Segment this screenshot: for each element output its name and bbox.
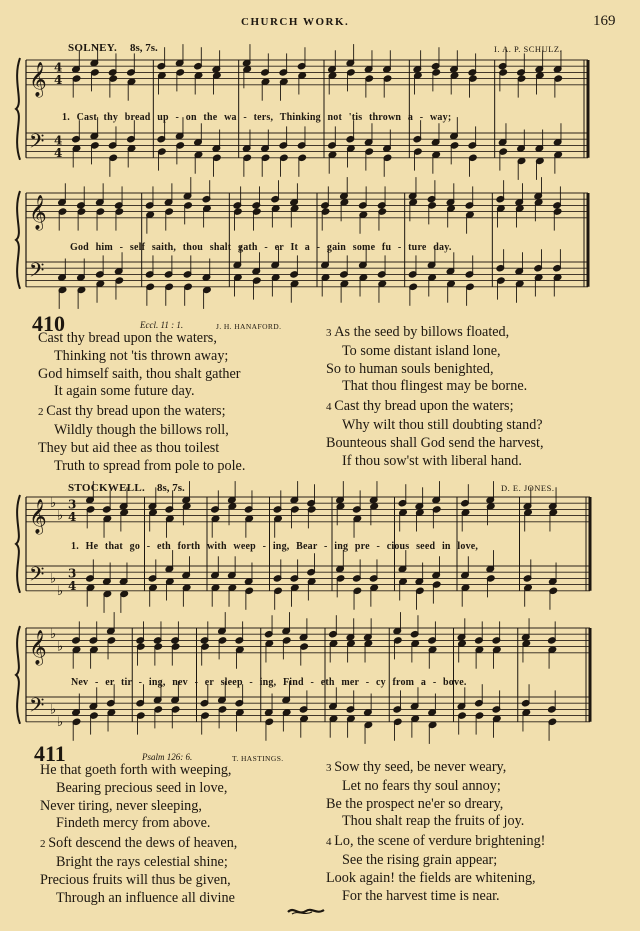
verse bbox=[40, 762, 237, 833]
lyric-syllable: er bbox=[274, 242, 291, 253]
time-signature: 4 bbox=[54, 60, 63, 75]
brace bbox=[16, 626, 20, 724]
lyric-syllable: - bbox=[243, 112, 254, 123]
lyric-syllable: - bbox=[419, 112, 430, 123]
lyric-syllable: thrown bbox=[369, 112, 408, 123]
verse-line: 2 Cast thy bread upon the waters; bbox=[38, 403, 226, 420]
verse-line: 4 Cast thy bread upon the waters; bbox=[326, 398, 514, 415]
lyric-syllable: day. bbox=[433, 242, 452, 253]
lyric-syllable: ing, bbox=[272, 541, 297, 552]
lyric-syllable: bread bbox=[124, 112, 158, 123]
time-signature: 4 bbox=[54, 145, 63, 160]
verse-line: Look again! the fields are whitening, bbox=[326, 869, 536, 886]
verse-line: Bearing precious seed in love, bbox=[56, 779, 228, 796]
treble-clef-icon: 𝄞 bbox=[29, 61, 47, 97]
verse-line: Findeth mercy from above. bbox=[56, 815, 211, 832]
verse-line: For the harvest time is near. bbox=[342, 887, 500, 904]
bass-clef-icon: 𝄢 bbox=[29, 562, 45, 591]
lyric-syllable: some bbox=[352, 242, 382, 253]
verse-number: 4 bbox=[326, 401, 335, 414]
flat-icon: ♭ bbox=[50, 702, 57, 718]
verses-right-column bbox=[326, 324, 544, 470]
lyric-syllable: - bbox=[119, 242, 130, 253]
lyric-syllable: ters, bbox=[253, 112, 280, 123]
ornament-flourish-icon bbox=[286, 904, 326, 918]
verse-line: Wildly though the billows roll, bbox=[54, 421, 229, 438]
lyric-syllable: eth bbox=[320, 677, 342, 688]
tune-meter: 8s, 7s. bbox=[157, 482, 185, 494]
time-signature: 3 bbox=[68, 497, 77, 512]
scripture-reference: Psalm 126: 6. bbox=[142, 752, 193, 762]
flat-icon: ♭ bbox=[57, 583, 64, 599]
hymn-number: 410 bbox=[32, 311, 65, 336]
lyric-syllable: thy bbox=[103, 112, 125, 123]
verse-line: Thinking not 'tis thrown away; bbox=[54, 347, 229, 364]
lyric-syllable: way; bbox=[430, 112, 452, 123]
verse-number: 2 bbox=[40, 838, 49, 851]
lyric-syllable: God bbox=[70, 242, 96, 253]
verses-left-column bbox=[40, 762, 237, 907]
lyric-syllable: It bbox=[290, 242, 305, 253]
tune-composer: I. A. P. SCHULZ. bbox=[494, 44, 563, 54]
lyric-syllable: 'tis bbox=[348, 112, 370, 123]
running-title: CHURCH WORK. bbox=[241, 16, 350, 28]
lyric-syllable: cious bbox=[386, 541, 417, 552]
verse-line: They but aid thee as thou toilest bbox=[38, 439, 220, 456]
lyric-syllable: ing, bbox=[148, 677, 173, 688]
time-signature: 3 bbox=[68, 566, 77, 581]
brace bbox=[16, 191, 20, 289]
lyric-syllable: - bbox=[432, 677, 444, 688]
lyric-syllable: a bbox=[420, 677, 433, 688]
verses-left-column bbox=[38, 330, 245, 475]
verses-right-column bbox=[326, 759, 545, 905]
lyric-syllable: pre bbox=[354, 541, 377, 552]
bass-clef-icon: 𝄢 bbox=[29, 129, 45, 158]
time-signature: 4 bbox=[54, 72, 63, 87]
lyric-syllable: nev bbox=[172, 677, 195, 688]
verse-line: He that goeth forth with weeping, bbox=[40, 762, 232, 778]
tune-composer: D. E. JONES. bbox=[501, 483, 555, 493]
bass-clef-icon: 𝄢 bbox=[29, 258, 45, 287]
verse-line: That thou flingest may be borne. bbox=[342, 378, 528, 395]
verse-line: Never tiring, never sleeping, bbox=[40, 797, 202, 814]
lyric-syllable: er bbox=[204, 677, 221, 688]
lyric-syllable: - bbox=[138, 677, 149, 688]
lyric-syllable: - bbox=[324, 541, 335, 552]
verse-line: 3 Sow thy seed, be never weary, bbox=[326, 759, 507, 775]
verse-line: Let no fears thy soul annoy; bbox=[342, 777, 501, 794]
lyrics-line bbox=[70, 242, 452, 253]
lyric-syllable: - bbox=[310, 677, 321, 688]
scripture-reference: Eccl. 11 : 1. bbox=[140, 320, 184, 330]
verse-line: Thou shalt reap the fruits of joy. bbox=[342, 813, 525, 830]
verse-line: Cast thy bread upon the waters, bbox=[38, 330, 217, 346]
verse-line: Why wilt thou still doubting stand? bbox=[342, 416, 543, 433]
tune-name: SOLNEY. bbox=[68, 42, 118, 54]
lyric-syllable: seed bbox=[416, 541, 442, 552]
lyric-syllable: sleep bbox=[220, 677, 250, 688]
lyric-syllable: eth bbox=[157, 541, 178, 552]
verse bbox=[326, 759, 545, 831]
lyric-syllable: self bbox=[129, 242, 152, 253]
lyric-syllable: - bbox=[249, 677, 260, 688]
lyrics-line bbox=[62, 112, 451, 123]
verse-line: 3 As the seed by billows floated, bbox=[326, 324, 510, 340]
lyric-syllable: tir bbox=[121, 677, 139, 688]
lyric-syllable: with bbox=[207, 541, 234, 552]
lyric-syllable: go bbox=[129, 541, 147, 552]
lyric-syllable: gath bbox=[238, 242, 265, 253]
lyric-syllable: bove. bbox=[443, 677, 467, 688]
time-signature: 4 bbox=[68, 509, 77, 524]
lyric-syllable: forth bbox=[177, 541, 208, 552]
verse bbox=[38, 403, 245, 475]
lyric-syllable: - bbox=[194, 677, 205, 688]
treble-clef-icon: 𝄞 bbox=[29, 498, 47, 534]
verse-number: 3 bbox=[326, 762, 335, 774]
time-signature: 4 bbox=[54, 133, 63, 148]
lyrics-line bbox=[71, 541, 478, 552]
treble-clef-icon: 𝄞 bbox=[29, 194, 47, 230]
lyric-syllable: mer bbox=[341, 677, 366, 688]
treble-clef-icon: 𝄞 bbox=[29, 629, 47, 665]
tune-meter: 8s, 7s. bbox=[130, 42, 158, 54]
verse-line: Precious fruits will thus be given, bbox=[40, 871, 231, 888]
lyric-syllable: Find bbox=[282, 677, 311, 688]
lyric-syllable: wa bbox=[224, 112, 244, 123]
flat-icon: ♭ bbox=[50, 571, 57, 587]
lyric-syllable: ing bbox=[334, 541, 355, 552]
lyric-syllable: ture bbox=[408, 242, 434, 253]
lyric-syllable: - bbox=[175, 112, 186, 123]
lyric-syllable: gain bbox=[326, 242, 353, 253]
lyric-syllable: er bbox=[105, 677, 121, 688]
lyric-syllable: - bbox=[94, 677, 106, 688]
flat-icon: ♭ bbox=[57, 714, 64, 730]
verse-line: See the rising grain appear; bbox=[342, 851, 498, 868]
verse bbox=[40, 835, 237, 907]
lyric-syllable: thou bbox=[182, 242, 210, 253]
lyric-syllable: shalt bbox=[209, 242, 238, 253]
tune-name: STOCKWELL. bbox=[68, 482, 146, 494]
lyric-syllable: - bbox=[397, 242, 409, 253]
lyric-syllable: - bbox=[376, 541, 387, 552]
verse bbox=[38, 330, 245, 401]
lyric-syllable: cy bbox=[375, 677, 393, 688]
verse-line: Bounteous shall God send the harvest, bbox=[326, 434, 544, 451]
verse-line: Truth to spread from pole to pole. bbox=[54, 457, 246, 474]
lyric-syllable: - bbox=[264, 242, 275, 253]
lyric-syllable: - bbox=[146, 541, 157, 552]
lyric-syllable: him bbox=[95, 242, 120, 253]
lyric-syllable: saith, bbox=[151, 242, 183, 253]
lyric-syllable: Bear bbox=[296, 541, 325, 552]
lyric-syllable: up bbox=[157, 112, 176, 123]
lyric-syllable: a bbox=[407, 112, 420, 123]
lyric-syllable: ing, bbox=[259, 677, 283, 688]
lyrics-line bbox=[71, 677, 467, 688]
verse-line: Be the prospect ne'er so dreary, bbox=[326, 795, 504, 812]
lyric-syllable: from bbox=[392, 677, 421, 688]
lyric-syllable: 1. Cast bbox=[62, 112, 104, 123]
hymn-number: 411 bbox=[34, 741, 66, 766]
lyric-syllable: on bbox=[185, 112, 204, 123]
lyric-syllable: that bbox=[104, 541, 130, 552]
time-signature: 4 bbox=[68, 578, 77, 593]
lyric-syllable: weep bbox=[233, 541, 263, 552]
lyric-syllable: - bbox=[365, 677, 376, 688]
verse-line: If thou sow'st with liberal hand. bbox=[342, 452, 522, 469]
verse-line: Through an influence all divine bbox=[56, 889, 235, 906]
lyric-syllable: a bbox=[304, 242, 317, 253]
flat-icon: ♭ bbox=[50, 496, 57, 512]
lyric-syllable: love, bbox=[457, 541, 479, 552]
hymn-author: J. H. HANAFORD. bbox=[216, 322, 282, 331]
verse-line: 2 Soft descend the dews of heaven, bbox=[40, 835, 238, 852]
flat-icon: ♭ bbox=[57, 508, 64, 524]
verse-line: It again some future day. bbox=[54, 383, 195, 400]
brace bbox=[16, 495, 20, 593]
verse-line: 4 Lo, the scene of verdure brightening! bbox=[326, 833, 546, 850]
lyric-syllable: 1. He bbox=[71, 541, 105, 552]
bass-clef-icon: 𝄢 bbox=[29, 693, 45, 722]
hymn-author: T. HASTINGS. bbox=[232, 754, 284, 763]
lyric-syllable: the bbox=[203, 112, 225, 123]
lyric-syllable: - bbox=[262, 541, 273, 552]
lyric-syllable: - bbox=[316, 242, 327, 253]
verse-number: 4 bbox=[326, 836, 335, 849]
brace bbox=[16, 58, 20, 160]
lyric-syllable: Thinking bbox=[279, 112, 328, 123]
verse bbox=[326, 398, 544, 470]
verse bbox=[326, 324, 544, 396]
lyric-syllable: fu bbox=[381, 242, 398, 253]
verse bbox=[326, 833, 545, 905]
lyric-syllable: not bbox=[327, 112, 349, 123]
verse-line: God himself saith, thou shalt gather bbox=[38, 365, 241, 382]
verse-line: To some distant island lone, bbox=[342, 342, 501, 359]
verse-number: 2 bbox=[38, 406, 47, 419]
page-number: 169 bbox=[593, 13, 616, 29]
flat-icon: ♭ bbox=[57, 639, 64, 655]
verse-line: Bright the rays celestial shine; bbox=[56, 853, 228, 870]
lyric-syllable: in bbox=[441, 541, 458, 552]
lyric-syllable: Nev bbox=[71, 677, 95, 688]
flat-icon: ♭ bbox=[50, 627, 57, 643]
verse-number: 3 bbox=[326, 327, 335, 339]
verse-line: So to human souls benighted, bbox=[326, 360, 494, 377]
